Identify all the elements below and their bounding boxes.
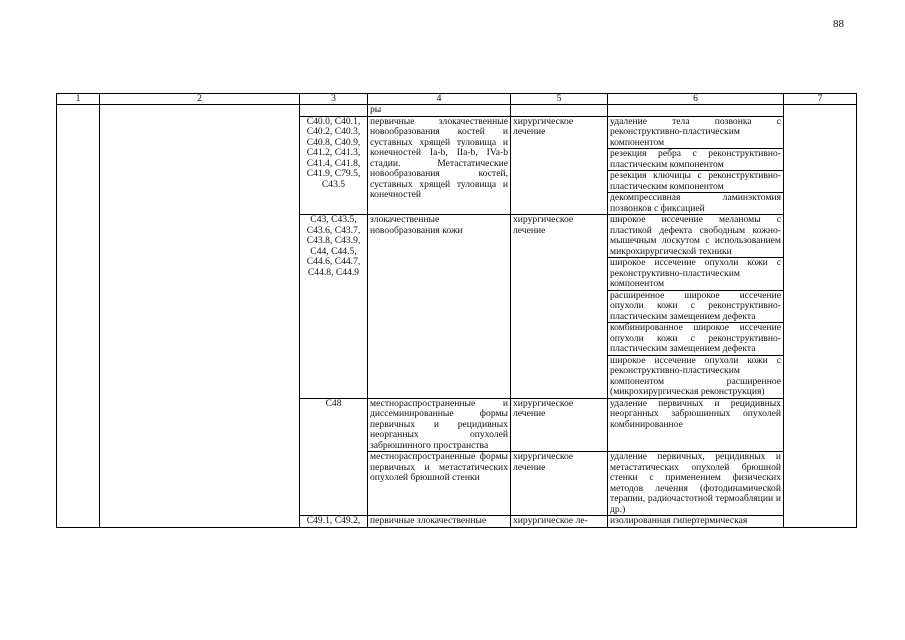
method-cell: удаление тела позвонка с реконструктивно-пластическим компонентом	[608, 116, 784, 149]
col-header-1: 1	[57, 94, 100, 105]
codes-cell: C40.0, C40.1, C40.2, C40.3, C40.8, C40.9, C41.2, C41.3, C41.4, C41.8, C41.9, C79.5, C43.5	[300, 116, 368, 215]
header-row	[57, 94, 857, 105]
treatment-cell: хирургическое ле-	[511, 516, 608, 528]
treatment-cell: хирургическое лечение	[511, 452, 608, 516]
treatment-cell: хирургическое лечение	[511, 116, 608, 215]
col-header-5: 5	[511, 94, 608, 105]
page-number: 88	[833, 18, 844, 30]
condition-cell: ры	[368, 105, 511, 117]
condition-cell: местнораспространенные формы первичных и метастатических опухолей брюшной стенки	[368, 452, 511, 516]
method-cell: широкое иссечение опухоли кожи с реконструктивно-пластическим компонентом расширенное (микрохирургическая реконструкция)	[608, 355, 784, 398]
codes-cell: C49.1, C49.2,	[300, 516, 368, 528]
method-cell: резекция ребра с реконструктивно-пластическим компонентом	[608, 149, 784, 171]
condition-cell: первичные злокачественные новообразования костей и суставных хрящей туловища и конечностей Ia-b, IIa-b, IVa-b стадии. Метастатические новообразования костей, суставных хрящей туловища и конечностей	[368, 116, 511, 215]
method-cell: расширенное широкое иссечение опухоли кожи с реконструктивно-пластическим замещением дефекта	[608, 290, 784, 323]
method-cell: широкое иссечение опухоли кожи с реконструктивно-пластическим компонентом	[608, 258, 784, 291]
method-cell: изолированная гипертермическая	[608, 516, 784, 528]
table-row	[57, 105, 857, 117]
method-cell: декомпрессивная ламинэктомия позвонков с фиксацией	[608, 193, 784, 215]
col-header-6: 6	[608, 94, 784, 105]
codes-cell: C43, C43.5, C43.6, C43.7, C43.8, C43.9, C44, C44.5, C44.6, C44.7, C44.8, C44.9	[300, 215, 368, 399]
cell-col1	[57, 105, 100, 528]
col-header-4: 4	[368, 94, 511, 105]
condition-cell: первичные злокачественные	[368, 516, 511, 528]
cell-col2	[100, 105, 300, 528]
method-cell: комбинированное широкое иссечение опухоли кожи с реконструктивно-пластическим замещением дефекта	[608, 323, 784, 356]
cell-col7	[784, 105, 857, 528]
col-header-3: 3	[300, 94, 368, 105]
treatment-cell	[511, 105, 608, 117]
method-cell: удаление первичных, рецидивных и метастатических опухолей брюшной стенки с применением физических методов лечения (фотодинамической терапии, радиочастотной термоабляции и др.)	[608, 452, 784, 516]
treatment-table	[56, 93, 857, 528]
method-cell	[608, 105, 784, 117]
codes-cell: C48	[300, 398, 368, 516]
condition-cell: местнораспространенные и диссеминированные формы первичных и рецидивных неорганных опухолей забрюшинного пространства	[368, 398, 511, 452]
col-header-2: 2	[100, 94, 300, 105]
col-header-7: 7	[784, 94, 857, 105]
method-cell: резекция ключицы с реконструктивно-пластическим компонентом	[608, 171, 784, 193]
method-cell: удаление первичных и рецидивных неорганных забрюшинных опухолей комбинированное	[608, 398, 784, 452]
treatment-cell: хирургическое лечение	[511, 398, 608, 452]
condition-cell: злокачественные новообразования кожи	[368, 215, 511, 399]
codes-cell	[300, 105, 368, 117]
method-cell: широкое иссечение меланомы с пластикой дефекта свободным кожно-мышечным лоскутом с использованием микрохирургической техники	[608, 215, 784, 258]
treatment-cell: хирургическое лечение	[511, 215, 608, 399]
